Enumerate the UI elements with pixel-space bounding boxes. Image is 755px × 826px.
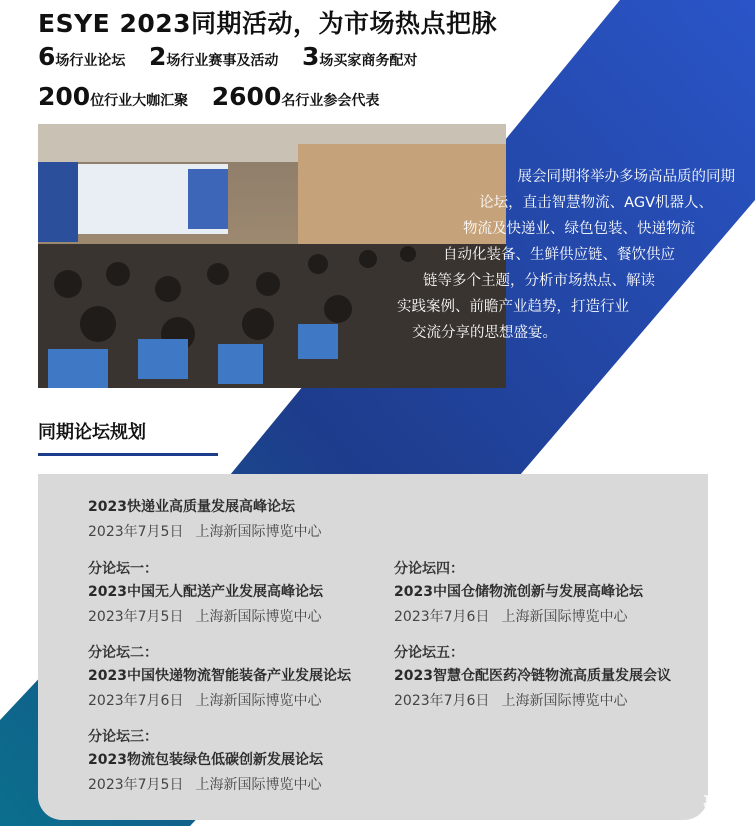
intro-line: 展会同期将举办多场高品质的同期 [517, 169, 735, 185]
forum-sub4 [394, 558, 643, 630]
stat-forums-unit: 场行业论坛 [55, 53, 126, 69]
forum-name: 2023中国快递物流智能装备产业发展论坛 [88, 668, 351, 684]
forum-date: 2023年7月6日 [394, 693, 490, 709]
forum-sub3 [88, 726, 333, 798]
forum-name: 2023快递业高质量发展高峰论坛 [88, 499, 295, 515]
headline: ESYE 2023同期活动，为市场热点把脉 [38, 9, 498, 38]
forum-date: 2023年7月5日 [88, 777, 184, 793]
forum-main [88, 495, 333, 545]
forum-label: 分论坛五： [394, 645, 464, 661]
forum-date: 2023年7月5日 [88, 609, 184, 625]
forum-meta [88, 604, 333, 630]
forum-venue: 上海新国际博览中心 [195, 693, 322, 709]
forum-meta [394, 688, 671, 714]
forum-venue: 上海新国际博览中心 [501, 693, 628, 709]
forum-name: 2023中国仓储物流创新与发展高峰论坛 [394, 584, 643, 600]
stat-attendees-unit: 名行业参会代表 [281, 93, 380, 109]
forum-label: 分论坛一： [88, 561, 158, 577]
forum-label: 分论坛二： [88, 645, 158, 661]
forum-name: 2023物流包装绿色低碳创新发展论坛 [88, 752, 323, 768]
stat-experts-num: 200 [38, 82, 91, 111]
section-underline [38, 453, 218, 456]
intro-line: 物流及快递业、绿色包装、快递物流 [463, 221, 695, 237]
stats-row-1 [38, 42, 435, 71]
forum-venue: 上海新国际博览中心 [501, 609, 628, 625]
stat-matching-unit: 场买家商务配对 [319, 53, 418, 69]
forum-sub1 [88, 558, 333, 630]
stats-row-2 [38, 82, 397, 111]
forum-date: 2023年7月5日 [88, 524, 184, 540]
intro-line: 实践案例、前瞻产业趋势，打造行业 [397, 299, 629, 315]
forum-venue: 上海新国际博览中心 [195, 524, 322, 540]
forum-sub2 [88, 642, 351, 714]
forum-meta [88, 688, 351, 714]
intro-line: 自动化装备、生鲜供应链、餐饮供应 [443, 247, 675, 263]
forum-name: 2023中国无人配送产业发展高峰论坛 [88, 584, 323, 600]
stat-matching-num: 3 [301, 42, 320, 71]
section-title: 同期论坛规划 [38, 422, 146, 443]
intro-line: 交流分享的思想盛宴。 [412, 325, 557, 341]
forum-venue: 上海新国际博览中心 [195, 777, 322, 793]
intro-line: 链等多个主题，分析市场热点、解读 [423, 273, 655, 289]
forum-date: 2023年7月6日 [88, 693, 184, 709]
forum-meta [88, 519, 333, 545]
forum-meta [88, 772, 333, 798]
intro-paragraph [315, 164, 735, 346]
forum-label: 分论坛三： [88, 729, 158, 745]
stat-experts-unit: 位行业大咖汇聚 [90, 93, 189, 109]
forum-label: 分论坛四： [394, 561, 464, 577]
forum-venue: 上海新国际博览中心 [195, 609, 322, 625]
forum-sub5 [394, 642, 671, 714]
forum-meta [394, 604, 643, 630]
stat-events-num: 2 [148, 42, 167, 71]
stat-forums-num: 6 [38, 42, 56, 71]
forum-name: 2023智慧仓配医药冷链物流高质量发展会议 [394, 668, 671, 684]
intro-line: 论坛，直击智慧物流、AGV机器人、 [479, 195, 713, 211]
stat-events-unit: 场行业赛事及活动 [166, 53, 279, 69]
watermark-logo: 聚展 [702, 794, 749, 819]
forum-date: 2023年7月6日 [394, 609, 490, 625]
stat-attendees-num: 2600 [211, 82, 282, 111]
